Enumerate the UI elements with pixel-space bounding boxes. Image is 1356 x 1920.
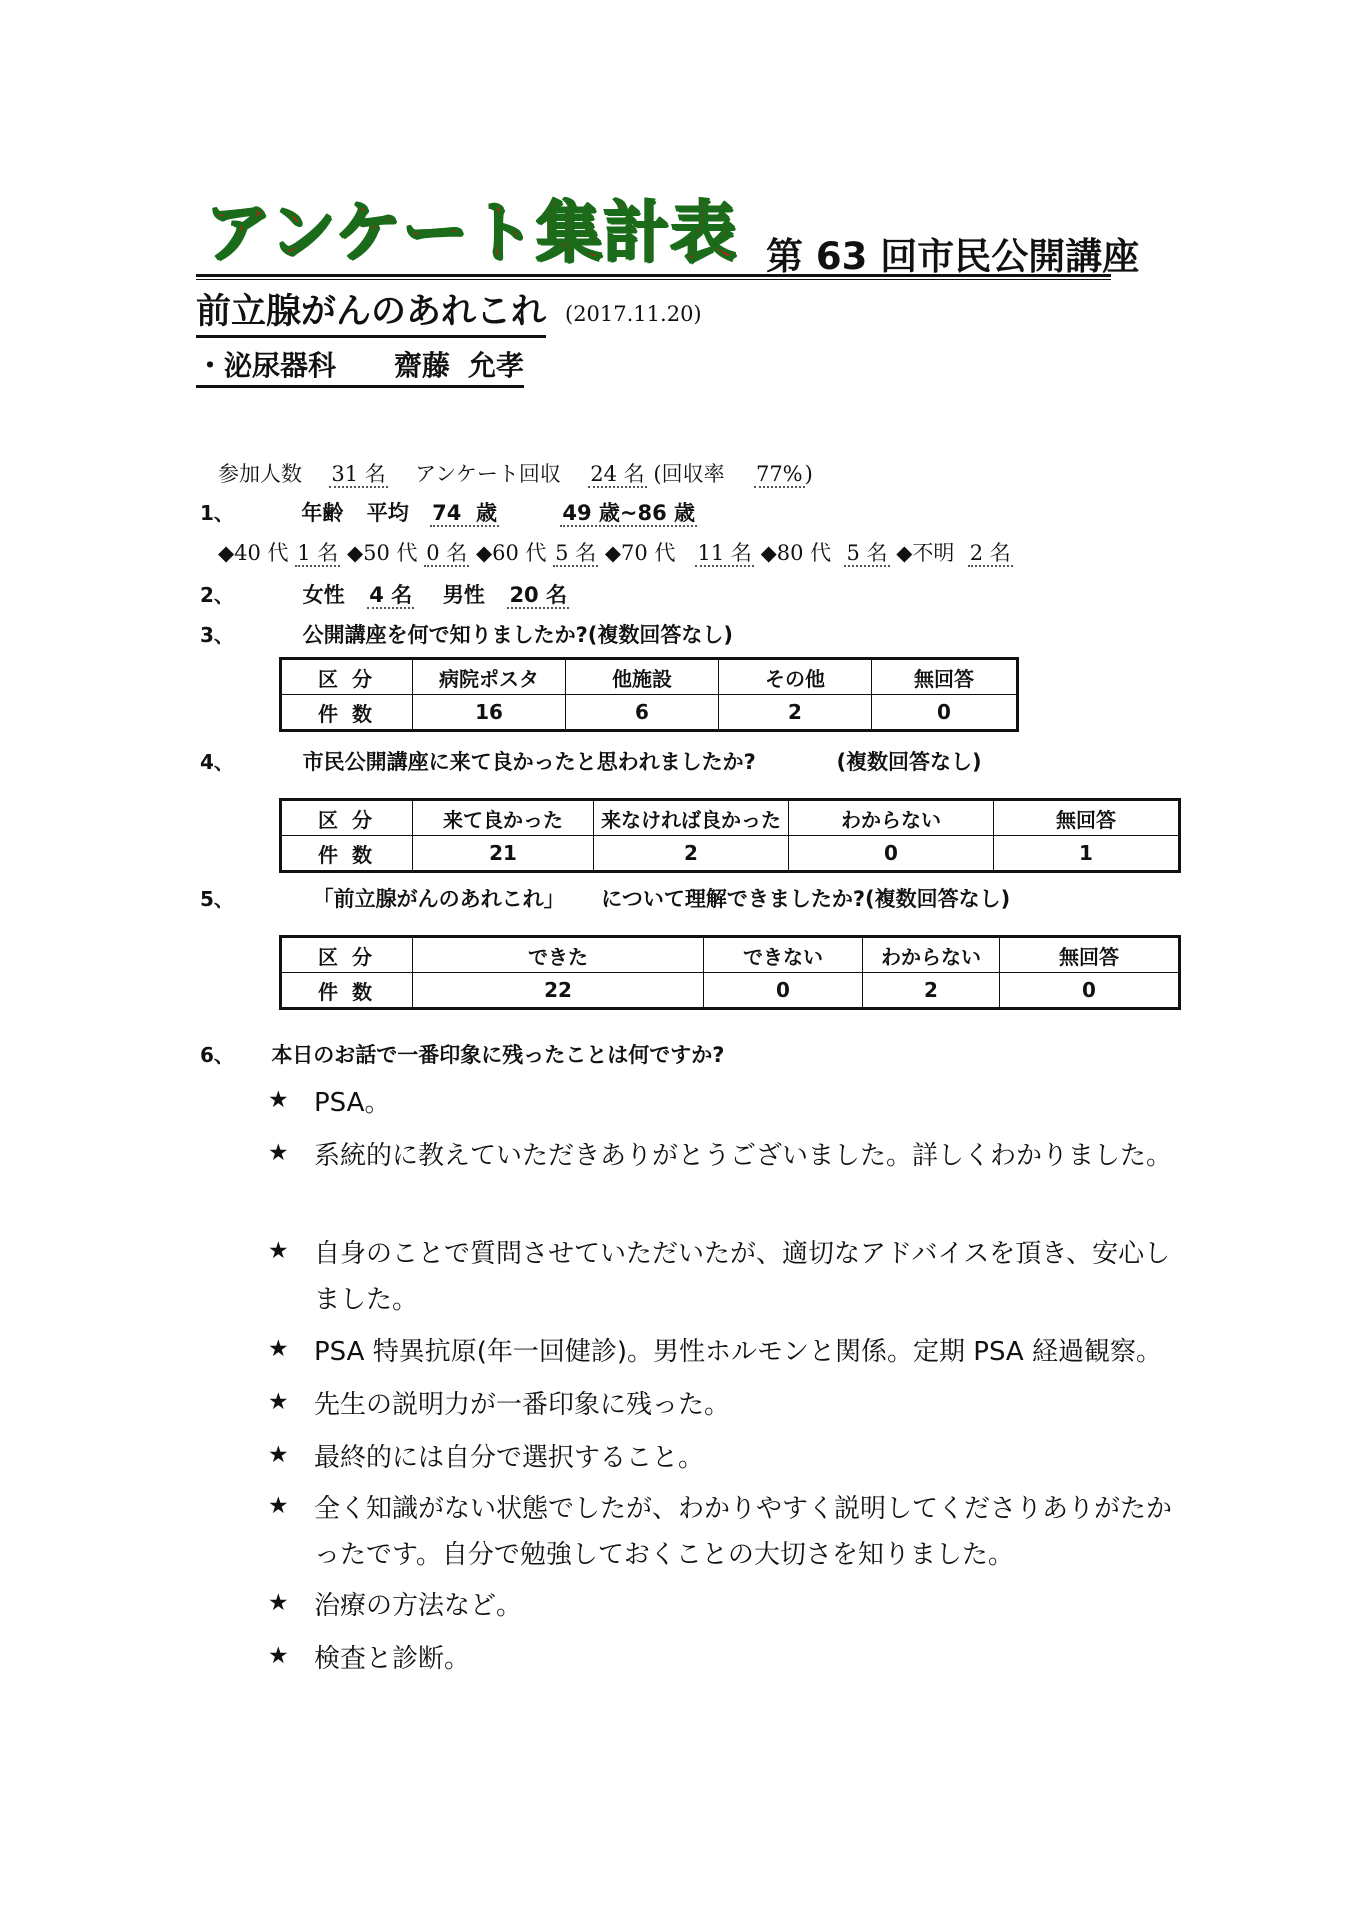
table-cell: 0 bbox=[872, 695, 1018, 731]
male-label: 男性 bbox=[442, 583, 485, 607]
age-group-label: ◆50 代 bbox=[346, 541, 418, 565]
age-group-value: 11 名 bbox=[697, 541, 752, 565]
participants-value: 31 名 bbox=[331, 462, 386, 486]
report-title: アンケート集計表 bbox=[205, 194, 738, 271]
star-bullet: ★ bbox=[268, 1140, 289, 1166]
comment-item: 先生の説明力が一番印象に残った。 bbox=[314, 1390, 731, 1420]
rate-close: ) bbox=[804, 462, 813, 486]
age-group-label: ◆70 代 bbox=[604, 541, 676, 565]
table-cell: 0 bbox=[1000, 973, 1180, 1009]
star-bullet: ★ bbox=[268, 1389, 289, 1415]
age-group-70 bbox=[605, 541, 754, 567]
q5-question: について理解できましたか?(複数回答なし) bbox=[601, 887, 1011, 911]
age-group-80 bbox=[761, 541, 890, 567]
q5-question-title: 「前立腺がんのあれこれ」 bbox=[312, 887, 565, 911]
age-group-value: 2 名 bbox=[969, 541, 1011, 565]
age-group-label: ◆不明 bbox=[896, 541, 955, 565]
q1-number: 1、 bbox=[200, 501, 234, 525]
table-cell: 0 bbox=[704, 973, 863, 1009]
rate-label: (回収率 bbox=[653, 462, 725, 486]
lecture-title: 前立腺がんのあれこれ bbox=[196, 290, 546, 338]
table-cell: 21 bbox=[413, 836, 594, 872]
table-cell: 22 bbox=[413, 973, 704, 1009]
col-header: 来なければ良かった bbox=[594, 800, 789, 836]
q3-question: 公開講座を何で知りましたか?(複数回答なし) bbox=[302, 623, 734, 647]
comment-item: 治療の方法など。 bbox=[314, 1591, 523, 1621]
q1-avg-label: 平均 bbox=[366, 501, 409, 525]
col-header: 来て良かった bbox=[413, 800, 594, 836]
table-header-row bbox=[281, 800, 1180, 836]
q1-label: 年齢 bbox=[301, 501, 344, 525]
col-header: できない bbox=[704, 937, 863, 973]
q1-age-groups bbox=[218, 538, 1013, 568]
male-value: 20 名 bbox=[509, 583, 567, 607]
age-group-value: 1 名 bbox=[297, 541, 339, 565]
lecturer-first-name: 允孝 bbox=[468, 349, 525, 382]
age-group-value: 5 名 bbox=[846, 541, 888, 565]
table-cell: 16 bbox=[413, 695, 566, 731]
comment-item: 自身のことで質問させていただいたが、適切なアドバイスを頂き、安心しました。 bbox=[314, 1239, 1171, 1315]
col-header: できた bbox=[413, 937, 704, 973]
age-group-unknown bbox=[896, 541, 1013, 567]
table-row bbox=[281, 695, 1018, 731]
q6-question: 本日のお話で一番印象に残ったことは何ですか? bbox=[271, 1043, 725, 1067]
female-value: 4 名 bbox=[369, 583, 413, 607]
q6-line bbox=[200, 1040, 725, 1070]
age-group-label: ◆60 代 bbox=[475, 541, 547, 565]
q1-line bbox=[200, 498, 697, 528]
comment-item: 全く知識がない状態でしたが、わかりやすく説明してくださりありがたかったです。自分で勉強しておくことの大切さを知りました。 bbox=[314, 1494, 1173, 1570]
q4-line bbox=[200, 747, 982, 777]
rate-value: 77% bbox=[755, 462, 803, 486]
lecturer bbox=[196, 348, 524, 388]
q3-table bbox=[279, 657, 1019, 732]
report-subtitle: 第 63 回市民公開講座 bbox=[766, 235, 1140, 278]
table-cell: 0 bbox=[789, 836, 994, 872]
col-header: 病院ポスタ bbox=[413, 659, 566, 695]
table-cell: 2 bbox=[719, 695, 872, 731]
q4-note: (複数回答なし) bbox=[836, 750, 982, 774]
collected-label: アンケート回収 bbox=[415, 462, 561, 486]
col-header: 他施設 bbox=[566, 659, 719, 695]
table-header-row bbox=[281, 937, 1180, 973]
table-cell: 1 bbox=[994, 836, 1180, 872]
q2-number: 2、 bbox=[200, 583, 234, 607]
count-header: 件数 bbox=[281, 695, 413, 731]
header-rule-thin bbox=[196, 279, 1111, 280]
age-group-label: ◆80 代 bbox=[760, 541, 832, 565]
lecture-date: (2017.11.20) bbox=[565, 302, 702, 326]
comment-item: 最終的には自分で選択すること。 bbox=[314, 1443, 705, 1473]
col-header: わからない bbox=[789, 800, 994, 836]
age-group-60 bbox=[476, 541, 598, 567]
q2-line bbox=[200, 580, 569, 610]
female-label: 女性 bbox=[302, 583, 345, 607]
q1-avg-value bbox=[430, 501, 499, 527]
table-header-row bbox=[281, 659, 1018, 695]
q5-table bbox=[279, 935, 1181, 1010]
age-group-50 bbox=[347, 541, 469, 567]
row-header: 区分 bbox=[281, 800, 413, 836]
comment-item: PSA。 bbox=[314, 1088, 391, 1118]
count-header: 件数 bbox=[281, 973, 413, 1009]
q6-number: 6、 bbox=[200, 1043, 234, 1067]
age-group-40 bbox=[218, 541, 340, 567]
lecturer-dept: ・泌尿器科 bbox=[196, 349, 337, 382]
star-bullet: ★ bbox=[268, 1087, 289, 1113]
age-group-label: ◆40 代 bbox=[218, 541, 289, 565]
col-header: 無回答 bbox=[994, 800, 1180, 836]
collected-value: 24 名 bbox=[590, 462, 645, 486]
star-bullet: ★ bbox=[268, 1643, 289, 1669]
table-row bbox=[281, 836, 1180, 872]
lecturer-last-name: 齋藤 bbox=[394, 349, 451, 382]
col-header: その他 bbox=[719, 659, 872, 695]
col-header: わからない bbox=[863, 937, 1000, 973]
q1-avg-unit: 歳 bbox=[475, 501, 497, 525]
comment-item: 系統的に教えていただきありがとうございました。詳しくわかりました。 bbox=[314, 1141, 1173, 1171]
header-rule bbox=[196, 274, 1111, 277]
participants-label: 参加人数 bbox=[218, 462, 302, 486]
table-cell: 2 bbox=[594, 836, 789, 872]
q3-line bbox=[200, 620, 733, 650]
star-bullet: ★ bbox=[268, 1336, 289, 1362]
table-cell: 2 bbox=[863, 973, 1000, 1009]
col-header: 無回答 bbox=[872, 659, 1018, 695]
q1-age-range: 49 歳~86 歳 bbox=[562, 501, 696, 525]
star-bullet: ★ bbox=[268, 1238, 289, 1264]
table-row bbox=[281, 973, 1180, 1009]
comment-item: 検査と診断。 bbox=[314, 1644, 471, 1674]
summary-line bbox=[218, 459, 813, 489]
star-bullet: ★ bbox=[268, 1590, 289, 1616]
count-header: 件数 bbox=[281, 836, 413, 872]
age-group-value: 5 名 bbox=[555, 541, 597, 565]
q5-line bbox=[200, 884, 1010, 914]
q3-number: 3、 bbox=[200, 623, 234, 647]
q5-number: 5、 bbox=[200, 887, 234, 911]
star-bullet: ★ bbox=[268, 1442, 289, 1468]
age-group-value: 0 名 bbox=[426, 541, 468, 565]
q4-question: 市民公開講座に来て良かったと思われましたか? bbox=[302, 750, 756, 774]
row-header: 区分 bbox=[281, 937, 413, 973]
q1-avg-number: 74 bbox=[432, 501, 462, 525]
col-header: 無回答 bbox=[1000, 937, 1180, 973]
comment-item: PSA 特異抗原(年一回健診)。男性ホルモンと関係。定期 PSA 経過観察。 bbox=[314, 1337, 1162, 1367]
q4-number: 4、 bbox=[200, 750, 234, 774]
table-cell: 6 bbox=[566, 695, 719, 731]
row-header: 区分 bbox=[281, 659, 413, 695]
q4-table bbox=[279, 798, 1181, 873]
star-bullet: ★ bbox=[268, 1493, 289, 1519]
